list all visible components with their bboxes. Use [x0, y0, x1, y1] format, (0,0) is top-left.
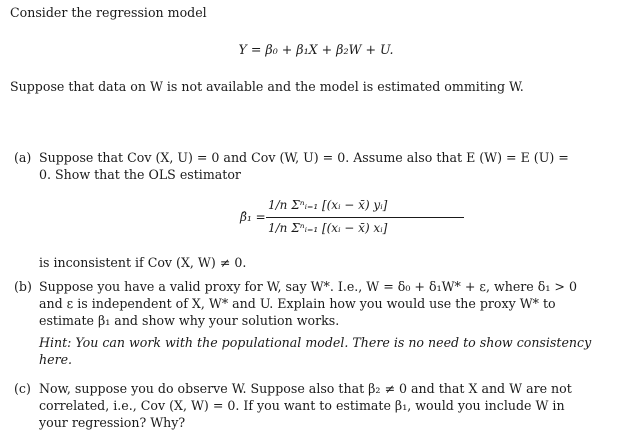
part-a-line3: is inconsistent if Cov (X, W) ≠ 0. — [39, 255, 247, 270]
part-b-label: (b) — [14, 279, 32, 294]
part-b-line2: and ε is independent of X, W* and U. Explain how you would use the proxy W* to — [39, 296, 556, 311]
ols-estimator-formula — [240, 196, 490, 242]
part-c-line3: your regression? Why? — [39, 415, 186, 430]
part-b-hint2: here. — [39, 352, 73, 367]
part-a-line1: Suppose that Cov (X, U) = 0 and Cov (W, U) = 0. Assume also that E (W) = E (U) = — [39, 150, 569, 165]
part-c-label: (c) — [14, 381, 31, 396]
part-b-line3: estimate β₁ and show why your solution works. — [39, 313, 340, 328]
estimator-lhs: β̂₁ = — [240, 210, 266, 224]
intro-assumption: Suppose that data on W is not available and the model is estimated ommiting W. — [10, 79, 524, 94]
estimator-numerator: 1/n Σⁿᵢ₌₁ [(xᵢ − x̄) yᵢ] — [268, 198, 388, 212]
intro-line: Consider the regression model — [10, 5, 207, 20]
part-b-line1: Suppose you have a valid proxy for W, say W*. I.e., W = δ₀ + δ₁W* + ε, where δ₁ > 0 — [39, 279, 577, 294]
part-c-line2: correlated, i.e., Cov (X, W) = 0. If you want to estimate β₁, would you include W in — [39, 398, 565, 413]
estimator-denominator: 1/n Σⁿᵢ₌₁ [(xᵢ − x̄) xᵢ] — [268, 221, 388, 235]
regression-equation: Y = β₀ + β₁X + β₂W + U. — [238, 42, 394, 57]
part-a-label: (a) — [14, 150, 32, 165]
fraction-bar — [266, 217, 464, 218]
part-b-hint1: Hint: You can work with the populational model. There is no need to show consistency — [39, 335, 592, 350]
part-a-line2: 0. Show that the OLS estimator — [39, 167, 241, 182]
part-c-line1: Now, suppose you do observe W. Suppose also that β₂ ≠ 0 and that X and W are not — [39, 381, 572, 396]
